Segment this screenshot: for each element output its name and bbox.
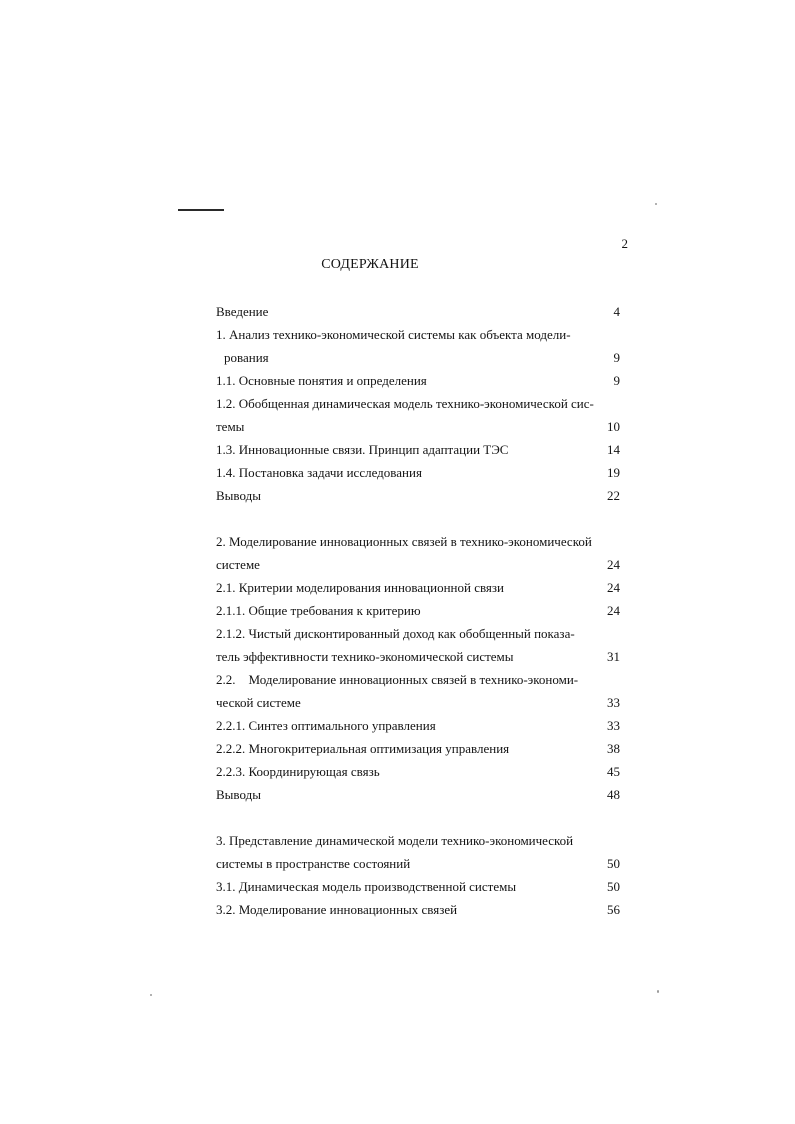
toc-entry-text: 1.1. Основные понятия и определения xyxy=(216,373,427,388)
toc-entry-text: Выводы xyxy=(216,488,261,503)
toc-entry-text: 3. Представление динамической модели технико-экономической xyxy=(216,833,574,848)
toc-entry-chapter-3-continued[interactable] xyxy=(216,852,620,875)
toc-entry-page: 48 xyxy=(607,787,620,802)
toc-entry-conclusions-2[interactable] xyxy=(216,783,620,806)
toc-entry-2-2[interactable] xyxy=(216,668,620,691)
toc-entry-page: 24 xyxy=(607,557,620,572)
toc-entry-text: системе xyxy=(216,557,260,572)
toc-entry-text: 1. Анализ технико-экономической системы как объекта модели- xyxy=(216,327,571,342)
toc-entry-chapter-1-continued[interactable] xyxy=(216,346,620,369)
toc-entry-page: 56 xyxy=(607,902,620,917)
toc-entry-text: тель эффективности технико-экономической системы xyxy=(216,649,514,664)
toc-entry-2-1-2-continued[interactable] xyxy=(216,645,620,668)
toc-entry-2-2-2[interactable] xyxy=(216,737,620,760)
toc-entry-1-2-continued[interactable] xyxy=(216,415,620,438)
toc-entry-text: 3.1. Динамическая модель производственной системы xyxy=(216,879,517,894)
toc-entry-text: Введение xyxy=(216,304,269,319)
toc-entry-1-3[interactable] xyxy=(216,438,620,461)
toc-entry-text: системы в пространстве состояний xyxy=(216,856,411,871)
toc-entry-page: 22 xyxy=(607,488,620,503)
toc-entry-page: 24 xyxy=(607,580,620,595)
toc-entry-page: 50 xyxy=(607,879,620,894)
toc-entry-1-2[interactable] xyxy=(216,392,620,415)
toc-entry-text: 1.3. Инновационные связи. Принцип адаптации ТЭС xyxy=(216,442,509,457)
toc-entry-1-4[interactable] xyxy=(216,461,620,484)
toc-entry-page: 38 xyxy=(607,741,620,756)
toc-entry-text: 2.2.2. Многокритериальная оптимизация управления xyxy=(216,741,510,756)
toc-entry-text: 1.2. Обобщенная динамическая модель технико-экономической сис- xyxy=(216,396,594,411)
toc-entry-2-1-2[interactable] xyxy=(216,622,620,645)
toc-entry-page: 33 xyxy=(607,695,620,710)
toc-entry-page: 24 xyxy=(607,603,620,618)
section-gap xyxy=(216,507,620,530)
toc-entry-chapter-1[interactable] xyxy=(216,323,620,346)
toc-entry-2-1-1[interactable] xyxy=(216,599,620,622)
toc-entry-chapter-2[interactable] xyxy=(216,530,620,553)
toc-entry-text: 2.1.1. Общие требования к критерию xyxy=(216,603,421,618)
toc-entry-page: 50 xyxy=(607,856,620,871)
toc-title: СОДЕРЖАНИЕ xyxy=(321,257,419,272)
toc-entry-text: 2.2.1. Синтез оптимального управления xyxy=(216,718,436,733)
toc-entry-text: Выводы xyxy=(216,787,261,802)
toc-entry-3-1[interactable] xyxy=(216,875,620,898)
scan-speck xyxy=(655,203,657,205)
toc-entry-text: 1.4. Постановка задачи исследования xyxy=(216,465,422,480)
table-of-contents xyxy=(216,300,620,921)
toc-entry-page: 9 xyxy=(613,350,620,365)
toc-entry-1-1[interactable] xyxy=(216,369,620,392)
toc-entry-text: рования xyxy=(224,350,269,365)
toc-entry-introduction[interactable] xyxy=(216,300,620,323)
scan-speck xyxy=(657,990,659,993)
toc-entry-page: 33 xyxy=(607,718,620,733)
toc-entry-chapter-2-continued[interactable] xyxy=(216,553,620,576)
toc-entry-2-2-1[interactable] xyxy=(216,714,620,737)
toc-entry-2-2-3[interactable] xyxy=(216,760,620,783)
scan-speck xyxy=(150,994,152,996)
section-gap xyxy=(216,806,620,829)
toc-entry-page: 31 xyxy=(607,649,620,664)
toc-entry-page: 14 xyxy=(607,442,620,457)
toc-entry-page: 9 xyxy=(613,373,620,388)
toc-entry-chapter-3[interactable] xyxy=(216,829,620,852)
toc-entry-text: 2.2. Моделирование инновационных связей в технико-экономи- xyxy=(216,672,579,687)
toc-entry-2-2-continued[interactable] xyxy=(216,691,620,714)
toc-entry-page: 10 xyxy=(607,419,620,434)
toc-entry-text: 3.2. Моделирование инновационных связей xyxy=(216,902,458,917)
toc-entry-page: 4 xyxy=(613,304,620,319)
scan-artifact-line xyxy=(178,209,224,211)
toc-entry-text: 2.1. Критерии моделирования инновационной связи xyxy=(216,580,505,595)
toc-entry-text: темы xyxy=(216,419,245,434)
toc-entry-text: 2.1.2. Чистый дисконтированный доход как обобщенный показа- xyxy=(216,626,575,641)
toc-entry-text: ческой системе xyxy=(216,695,301,710)
toc-entry-page: 45 xyxy=(607,764,620,779)
toc-entry-text: 2.2.3. Координирующая связь xyxy=(216,764,380,779)
page-number: 2 xyxy=(621,236,628,251)
toc-entry-page: 19 xyxy=(607,465,620,480)
toc-entry-2-1[interactable] xyxy=(216,576,620,599)
toc-entry-3-2[interactable] xyxy=(216,898,620,921)
toc-entry-conclusions-1[interactable] xyxy=(216,484,620,507)
toc-entry-text: 2. Моделирование инновационных связей в технико-экономической xyxy=(216,534,592,549)
